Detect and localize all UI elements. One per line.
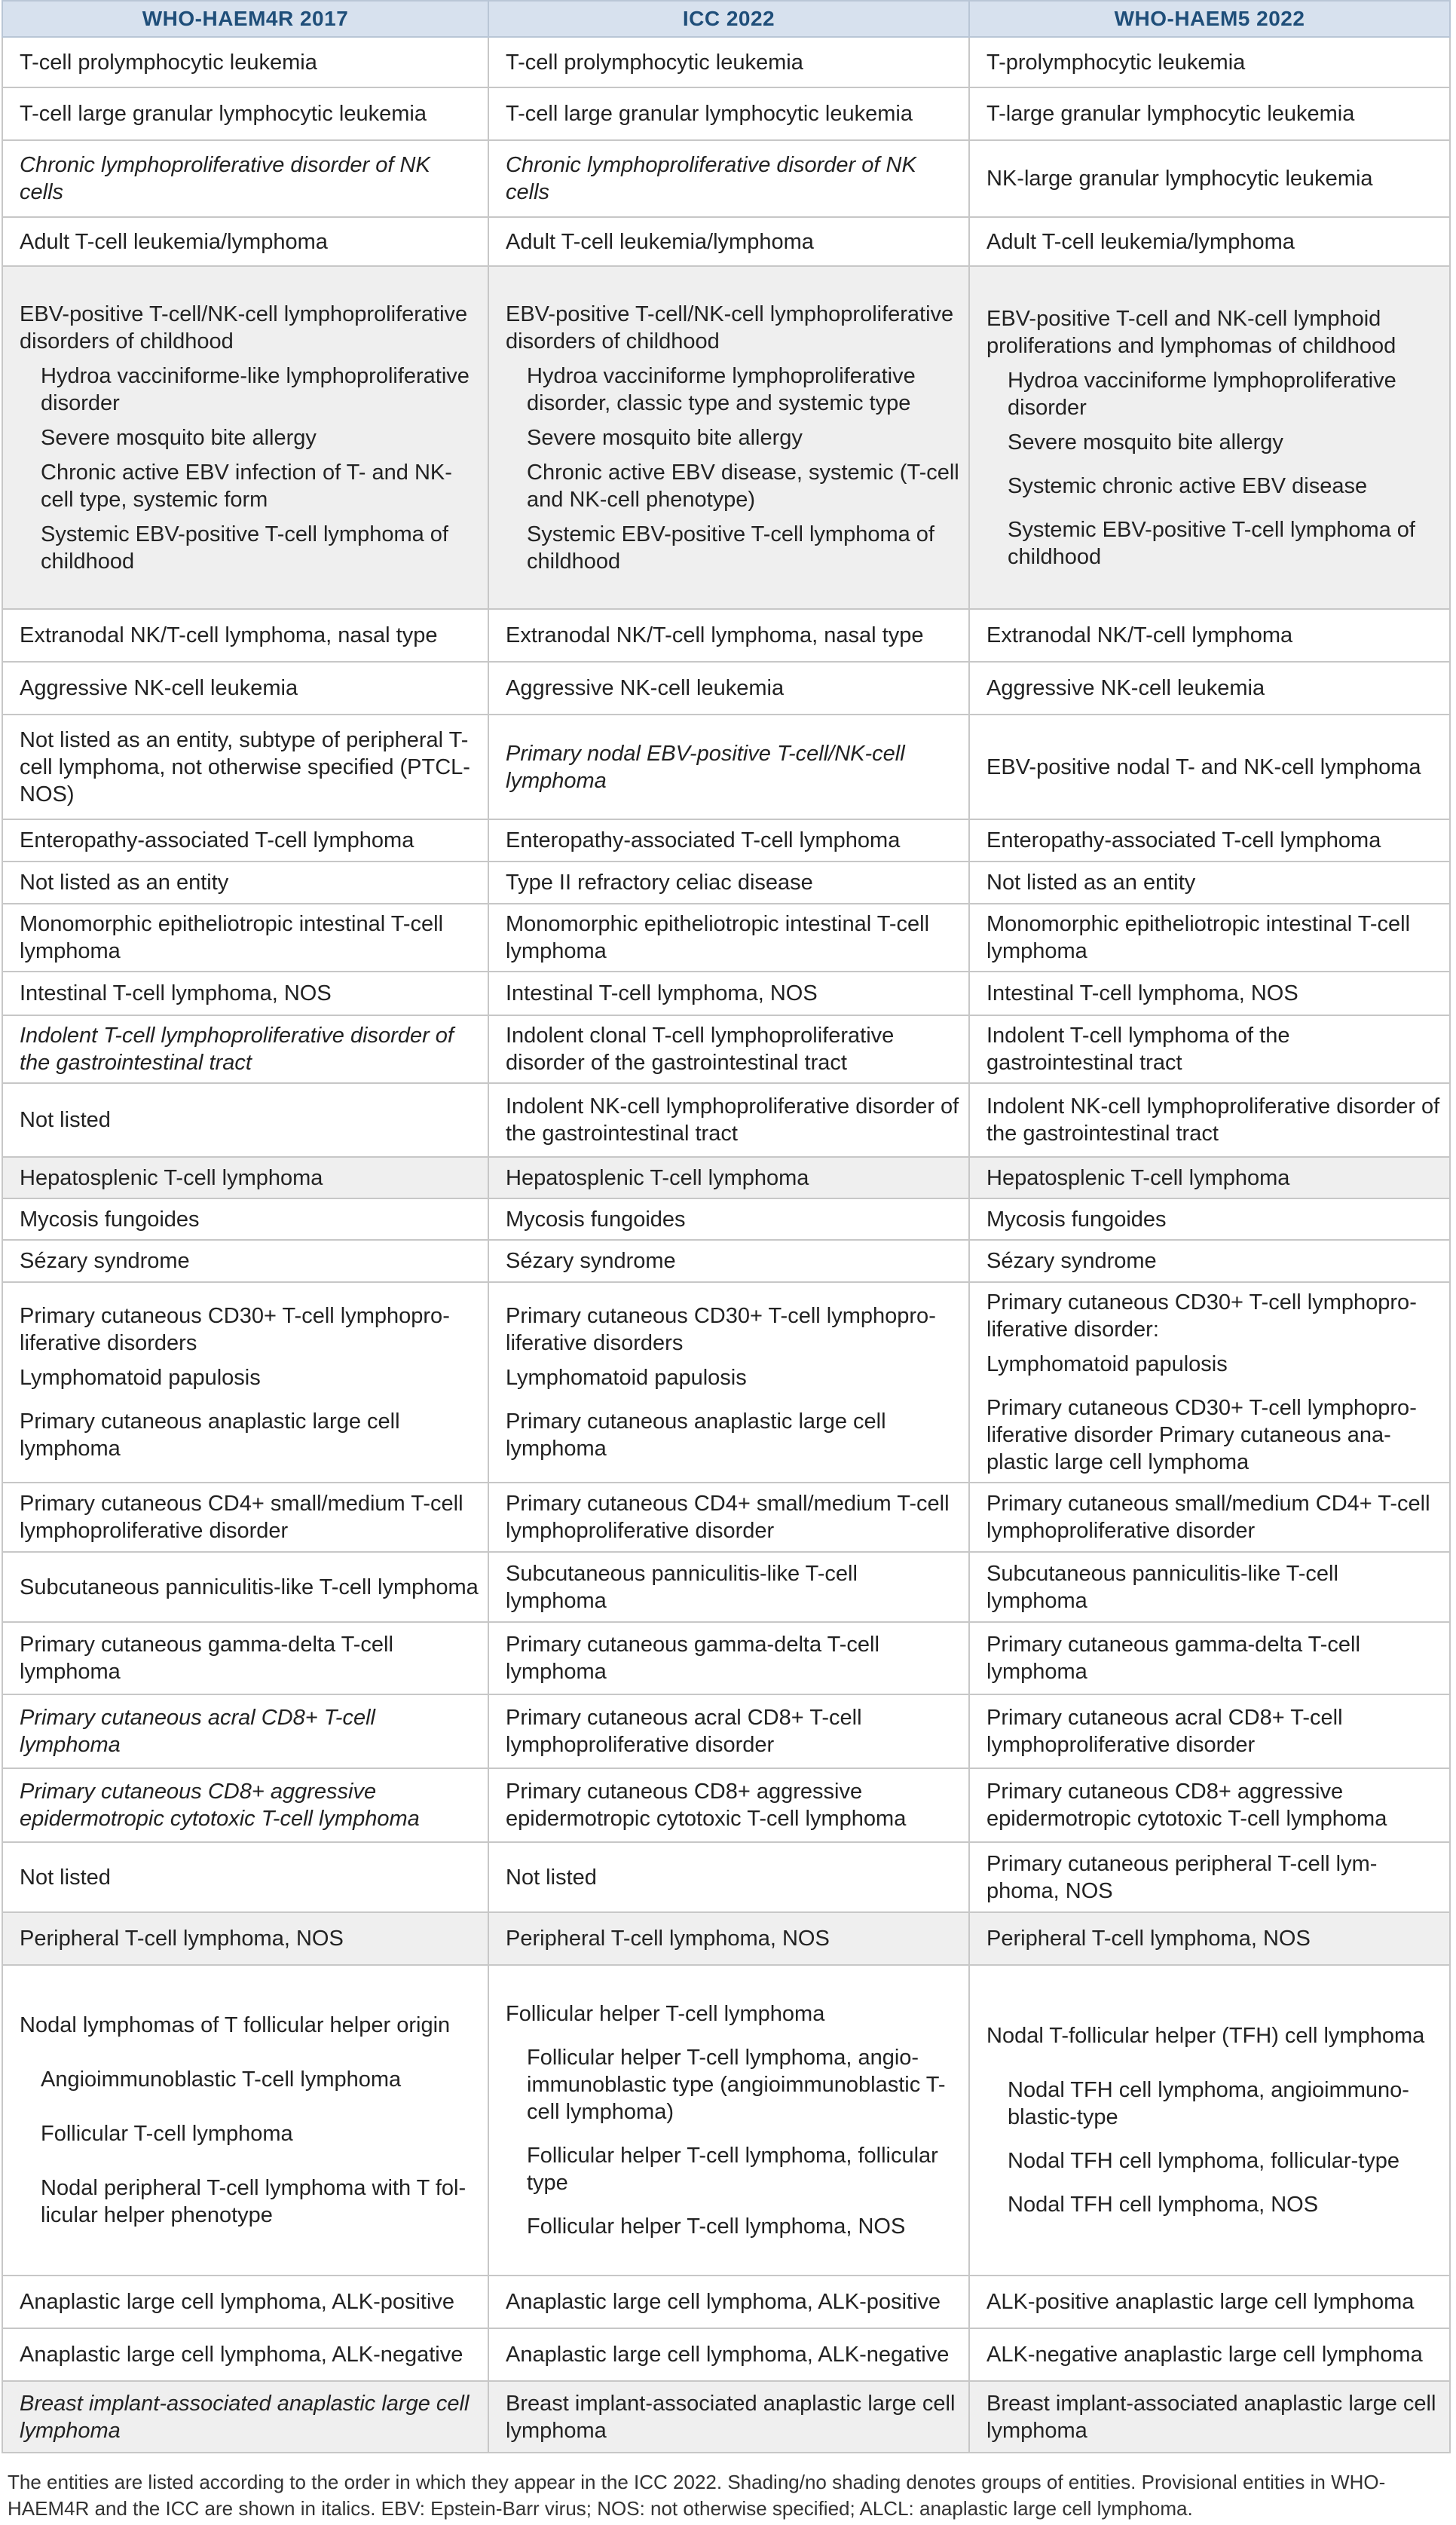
- table-row: [2, 862, 1450, 904]
- table-row: [2, 140, 1450, 217]
- cell-icc: Anaplastic large cell lymphoma, ALK-positive: [488, 2276, 969, 2328]
- cell-who5: Hepatosplenic T-cell lymphoma: [969, 1157, 1450, 1198]
- cell-icc: Primary cutaneous CD4+ small/medium T-cell lymphoproliferative disorder: [488, 1483, 969, 1552]
- cell-who4: Anaplastic large cell lymphoma, ALK-negative: [2, 2328, 488, 2381]
- group-title: Primary cutaneous CD30+ T-cell lymphoproliferative disorders: [506, 1304, 936, 1355]
- group-title: Primary cutaneous CD30+ T-cell lymphoproliferative disorders: [20, 1304, 450, 1355]
- cell-who4: Peripheral T-cell lymphoma, NOS: [2, 1912, 488, 1965]
- table-row: [2, 37, 1450, 87]
- group-item: Lymphomatoid papulosis: [986, 1352, 1228, 1376]
- cell-who5: NK-large granular lymphocytic leukemia: [969, 140, 1450, 217]
- group-title: Primary cutaneous CD30+ T-cell lymphoproliferative disorder:: [986, 1290, 1417, 1342]
- header-who-haem5: WHO-HAEM5 2022: [969, 1, 1450, 37]
- table-row: [2, 1240, 1450, 1282]
- cell-icc: Primary nodal EBV-positive T-cell/NK-cell lymphoma: [488, 715, 969, 819]
- group-item: Systemic EBV-positive T-cell lymphoma of childhood: [1008, 517, 1415, 569]
- group-title: Nodal T-follicular helper (TFH) cell lymphoma: [986, 2024, 1425, 2048]
- group-item: Primary cutaneous anaplastic large cell lymphoma: [20, 1409, 400, 1461]
- cell-who5: [969, 1282, 1450, 1483]
- cell-who5: Enteropathy-associated T-cell lymphoma: [969, 819, 1450, 862]
- table-row: [2, 972, 1450, 1015]
- cell-who4: Extranodal NK/T-cell lymphoma, nasal type: [2, 609, 488, 662]
- table-footnote: The entities are listed according to the order in which they appear in the ICC 2022. Shading/no shading denotes groups of entities. Provisional entities in WHO-HAEM4R and the ICC are shown in italics. EBV: Epstein-Barr virus; NOS: not otherwise specified; ALCL: anaplastic large cell lymphoma.: [8, 2471, 1386, 2520]
- cell-who5: T-prolymphocytic leukemia: [969, 37, 1450, 87]
- cell-icc: Not listed: [488, 1842, 969, 1912]
- header-row: [2, 1, 1450, 37]
- table-row: [2, 819, 1450, 862]
- cell-icc: T-cell large granular lymphocytic leukemia: [488, 87, 969, 140]
- cell-who4: Primary cutaneous acral CD8+ T-cell lymphoma: [2, 1694, 488, 1768]
- group-item: Hydroa vacciniforme lymphoproliferative disorder: [1008, 368, 1396, 420]
- group-item: Nodal TFH cell lymphoma, NOS: [1008, 2193, 1319, 2217]
- cell-who5: Primary cutaneous peripheral T-cell lymphoma, NOS: [969, 1842, 1450, 1912]
- cell-who4: Enteropathy-associated T-cell lymphoma: [2, 819, 488, 862]
- cell-icc: Indolent clonal T-cell lymphoproliferative disorder of the gastrointestinal tract: [488, 1015, 969, 1083]
- cell-icc: Indolent NK-cell lymphoproliferative disorder of the gastrointestinal tract: [488, 1083, 969, 1157]
- group-item: Severe mosquito bite allergy: [41, 425, 317, 450]
- group-item: Nodal TFH cell lymphoma, angioimmunoblastic-type: [1008, 2078, 1409, 2129]
- cell-who4: Not listed: [2, 1842, 488, 1912]
- cell-who5: EBV-positive nodal T- and NK-cell lymphoma: [969, 715, 1450, 819]
- cell-who4: Mycosis fungoides: [2, 1198, 488, 1240]
- cell-who4: Primary cutaneous CD4+ small/medium T-cell lymphoproliferative disorder: [2, 1483, 488, 1552]
- cell-who5: ALK-negative anaplastic large cell lymphoma: [969, 2328, 1450, 2381]
- table-row: [2, 1083, 1450, 1157]
- cell-who4: Intestinal T-cell lymphoma, NOS: [2, 972, 488, 1015]
- cell-who5: Primary cutaneous acral CD8+ T-cell lymphoproliferative disorder: [969, 1694, 1450, 1768]
- group-item: Nodal TFH cell lymphoma, follicular-type: [1008, 2149, 1400, 2173]
- cell-who4: [2, 1282, 488, 1483]
- group-item: Follicular T-cell lymphoma: [41, 2122, 293, 2146]
- header-who-haem4r: WHO-HAEM4R 2017: [2, 1, 488, 37]
- cell-icc: Extranodal NK/T-cell lymphoma, nasal type: [488, 609, 969, 662]
- group-title: Follicular helper T-cell lymphoma: [506, 2002, 825, 2026]
- group-item: Hydroa vacciniforme lymphoproliferative disorder, classic type and systemic type: [527, 363, 916, 415]
- cell-who5: Monomorphic epitheliotropic intestinal T-cell lymphoma: [969, 904, 1450, 972]
- cell-icc: Hepatosplenic T-cell lymphoma: [488, 1157, 969, 1198]
- cell-who5: T-large granular lymphocytic leukemia: [969, 87, 1450, 140]
- cell-who5: Adult T-cell leukemia/lymphoma: [969, 217, 1450, 266]
- cell-who4: Primary cutaneous CD8+ aggressive epidermotropic cytotoxic T-cell lymphoma: [2, 1768, 488, 1842]
- cell-icc: Primary cutaneous acral CD8+ T-cell lymphoproliferative disorder: [488, 1694, 969, 1768]
- cell-who4: Sézary syndrome: [2, 1240, 488, 1282]
- table-row: [2, 1198, 1450, 1240]
- cell-who5: Indolent T-cell lymphoma of the gastrointestinal tract: [969, 1015, 1450, 1083]
- cell-who4: [2, 1965, 488, 2276]
- cell-who5: Sézary syndrome: [969, 1240, 1450, 1282]
- table-row: [2, 1157, 1450, 1198]
- cell-who4: Adult T-cell leukemia/lymphoma: [2, 217, 488, 266]
- cell-who5: Breast implant-associated anaplastic large cell lymphoma: [969, 2381, 1450, 2453]
- cell-icc: Monomorphic epitheliotropic intestinal T-cell lymphoma: [488, 904, 969, 972]
- header-icc: ICC 2022: [488, 1, 969, 37]
- cell-icc: Subcutaneous panniculitis-like T-cell lymphoma: [488, 1552, 969, 1622]
- table-row: [2, 2276, 1450, 2328]
- table-row: [2, 1768, 1450, 1842]
- cell-who5: Aggressive NK-cell leukemia: [969, 662, 1450, 715]
- cell-who4: Not listed as an entity, subtype of peripheral T-cell lymphoma, not otherwise specified (PTCL-NOS): [2, 715, 488, 819]
- cell-icc: [488, 1965, 969, 2276]
- table-row-group: [2, 266, 1450, 609]
- cell-icc: Chronic lymphoproliferative disorder of NK cells: [488, 140, 969, 217]
- cell-icc: Adult T-cell leukemia/lymphoma: [488, 217, 969, 266]
- cell-who5: ALK-positive anaplastic large cell lymphoma: [969, 2276, 1450, 2328]
- group-title: Nodal lymphomas of T follicular helper origin: [20, 2013, 451, 2037]
- group-item: Lymphomatoid papulosis: [506, 1366, 747, 1390]
- group-item: Primary cutaneous anaplastic large cell lymphoma: [506, 1409, 886, 1461]
- cell-icc: Primary cutaneous CD8+ aggressive epidermotropic cytotoxic T-cell lymphoma: [488, 1768, 969, 1842]
- table-row: [2, 87, 1450, 140]
- cell-icc: [488, 266, 969, 609]
- table-row-group: [2, 1965, 1450, 2276]
- cell-who4: [2, 266, 488, 609]
- group-title: EBV-positive T-cell/NK-cell lymphoproliferative disorders of childhood: [20, 301, 468, 354]
- cell-who4: Subcutaneous panniculitis-like T-cell lymphoma: [2, 1552, 488, 1622]
- group-item: Severe mosquito bite allergy: [527, 425, 803, 450]
- group-item: Primary cutaneous CD30+ T-cell lymphoproliferative disorder Primary cutaneous anaplastic large cell lymphoma: [986, 1396, 1417, 1474]
- cell-who4: Not listed: [2, 1083, 488, 1157]
- cell-who4: Indolent T-cell lymphoproliferative disorder of the gastrointestinal tract: [2, 1015, 488, 1083]
- group-item: Follicular helper T-cell lymphoma, angioimmunoblastic type (angioimmunoblastic T-cell lymphoma): [527, 2046, 946, 2124]
- cell-who5: Indolent NK-cell lymphoproliferative disorder of the gastrointestinal tract: [969, 1083, 1450, 1157]
- cell-who4: Primary cutaneous gamma-delta T-cell lymphoma: [2, 1622, 488, 1694]
- cell-icc: [488, 1282, 969, 1483]
- cell-icc: Breast implant-associated anaplastic large cell lymphoma: [488, 2381, 969, 2453]
- group-title: EBV-positive T-cell and NK-cell lymphoid proliferations and lymphomas of childhood: [986, 306, 1396, 358]
- cell-who5: Not listed as an entity: [969, 862, 1450, 904]
- table-row: [2, 1015, 1450, 1083]
- table-row: [2, 609, 1450, 662]
- cell-icc: Peripheral T-cell lymphoma, NOS: [488, 1912, 969, 1965]
- table-row: [2, 1552, 1450, 1622]
- cell-who5: Subcutaneous panniculitis-like T-cell lymphoma: [969, 1552, 1450, 1622]
- cell-icc: Type II refractory celiac disease: [488, 862, 969, 904]
- group-item: Chronic active EBV disease, systemic (T-cell and NK-cell phenotype): [527, 460, 959, 512]
- cell-icc: Primary cutaneous gamma-delta T-cell lymphoma: [488, 1622, 969, 1694]
- cell-who4: Monomorphic epitheliotropic intestinal T-cell lymphoma: [2, 904, 488, 972]
- table-row: [2, 904, 1450, 972]
- table-row: [2, 662, 1450, 715]
- group-item: Hydroa vacciniforme-like lymphoproliferative disorder: [41, 363, 470, 415]
- group-item: Nodal peripheral T-cell lymphoma with T follicular helper phenotype: [41, 2176, 466, 2227]
- cell-icc: Sézary syndrome: [488, 1240, 969, 1282]
- table-row: [2, 1622, 1450, 1694]
- cell-icc: Aggressive NK-cell leukemia: [488, 662, 969, 715]
- cell-who5: [969, 266, 1450, 609]
- cell-icc: Enteropathy-associated T-cell lymphoma: [488, 819, 969, 862]
- cell-who5: Primary cutaneous CD8+ aggressive epidermotropic cytotoxic T-cell lymphoma: [969, 1768, 1450, 1842]
- group-item: Follicular helper T-cell lymphoma, follicular type: [527, 2144, 938, 2195]
- cell-who4: Breast implant-associated anaplastic large cell lymphoma: [2, 2381, 488, 2453]
- cell-icc: Anaplastic large cell lymphoma, ALK-negative: [488, 2328, 969, 2381]
- table-row: [2, 1694, 1450, 1768]
- table-row: [2, 217, 1450, 266]
- cell-who4: Hepatosplenic T-cell lymphoma: [2, 1157, 488, 1198]
- cell-who5: Primary cutaneous small/medium CD4+ T-cell lymphoproliferative disorder: [969, 1483, 1450, 1552]
- group-title: EBV-positive T-cell/NK-cell lymphoproliferative disorders of childhood: [506, 301, 954, 354]
- group-item: Systemic EBV-positive T-cell lymphoma of childhood: [527, 522, 934, 574]
- table-row: [2, 2328, 1450, 2381]
- cell-who4: Not listed as an entity: [2, 862, 488, 904]
- table-row-group: [2, 1282, 1450, 1483]
- cell-who5: Mycosis fungoides: [969, 1198, 1450, 1240]
- group-item: Systemic chronic active EBV disease: [1008, 473, 1368, 498]
- group-item: Chronic active EBV infection of T- and NK-cell type, systemic form: [41, 460, 452, 512]
- cell-icc: Intestinal T-cell lymphoma, NOS: [488, 972, 969, 1015]
- group-item: Severe mosquito bite allergy: [1008, 430, 1283, 454]
- group-item: Angioimmunoblastic T-cell lymphoma: [41, 2067, 402, 2092]
- cell-who5: Intestinal T-cell lymphoma, NOS: [969, 972, 1450, 1015]
- cell-who4: T-cell prolymphocytic leukemia: [2, 37, 488, 87]
- table-row: [2, 1483, 1450, 1552]
- cell-who5: Extranodal NK/T-cell lymphoma: [969, 609, 1450, 662]
- cell-icc: T-cell prolymphocytic leukemia: [488, 37, 969, 87]
- group-item: Systemic EBV-positive T-cell lymphoma of childhood: [41, 522, 448, 574]
- table-row: [2, 2381, 1450, 2453]
- cell-who4: Anaplastic large cell lymphoma, ALK-positive: [2, 2276, 488, 2328]
- cell-who4: Aggressive NK-cell leukemia: [2, 662, 488, 715]
- cell-who4: Chronic lymphoproliferative disorder of NK cells: [2, 140, 488, 217]
- table-row: [2, 1912, 1450, 1965]
- cell-who5: Peripheral T-cell lymphoma, NOS: [969, 1912, 1450, 1965]
- cell-who5: Primary cutaneous gamma-delta T-cell lymphoma: [969, 1622, 1450, 1694]
- table-row: [2, 1842, 1450, 1912]
- table-row: [2, 715, 1450, 819]
- classification-table: [2, 0, 1451, 2453]
- cell-icc: Mycosis fungoides: [488, 1198, 969, 1240]
- group-item: Lymphomatoid papulosis: [20, 1366, 261, 1390]
- cell-who4: T-cell large granular lymphocytic leukemia: [2, 87, 488, 140]
- group-item: Follicular helper T-cell lymphoma, NOS: [527, 2214, 906, 2239]
- cell-who5: [969, 1965, 1450, 2276]
